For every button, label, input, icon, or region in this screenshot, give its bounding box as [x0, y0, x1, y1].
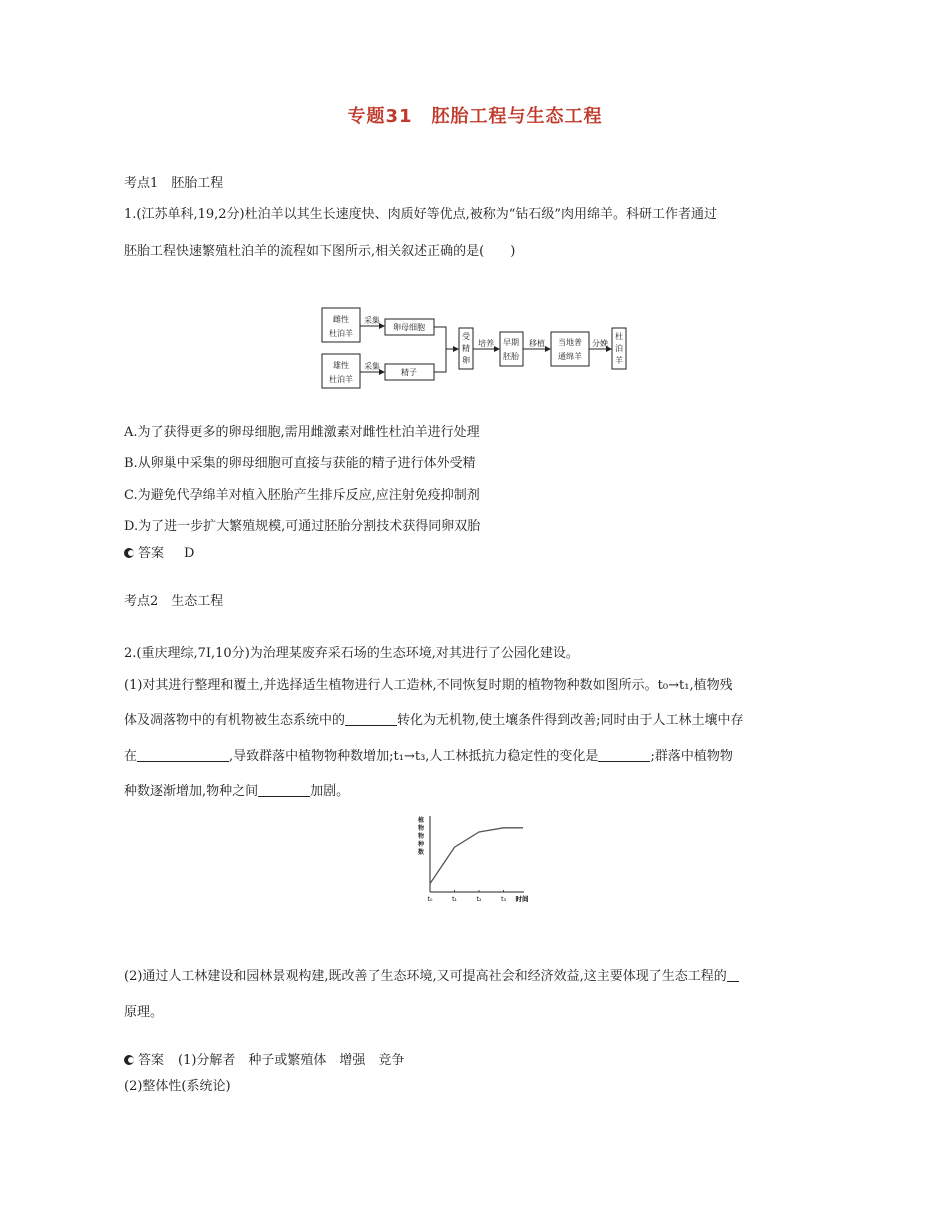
local-sheep-label-2: 通绵羊 — [558, 352, 582, 361]
text-segment: 转化为无机物,使土壤条件得到改善;同时由于人工林土壤中存 — [397, 713, 744, 728]
chart-x-label: 时间 — [515, 895, 529, 903]
chart-x-tick-label: t₁ — [452, 896, 457, 903]
collect-label-top: 采集 — [364, 316, 380, 325]
answer-1 — [124, 542, 194, 561]
answer-blank — [258, 784, 310, 797]
culture-label: 培养 — [478, 339, 494, 348]
page-title: 专题31 胚胎工程与生态工程 — [347, 106, 603, 127]
text-segment: 种数逐渐增加,物种之间 — [124, 784, 259, 799]
answer-blank — [345, 713, 397, 726]
chart-x-tick-label: t₂ — [476, 896, 482, 903]
result-label-1: 杜 — [615, 332, 623, 341]
early-embryo-label-2: 胚胎 — [503, 352, 519, 361]
question-1-stem-line-1: 1.(江苏单科,19,2分)杜泊羊以其生长速度快、肉质好等优点,被称为“钻石级”肉用绵羊。科研工作者通过 — [124, 207, 718, 222]
option-c: C.为避免代孕绵羊对植入胚胎产生排斥反应,应注射免疫抑制剂 — [124, 488, 480, 503]
option-d: D.为了进一步扩大繁殖规模,可通过胚胎分割技术获得同卵双胎 — [124, 519, 481, 534]
answer-2-value-1: (1)分解者 种子或繁殖体 增强 竞争 — [178, 1053, 405, 1068]
text-segment: 体及凋落物中的有机物被生态系统中的 — [124, 713, 346, 728]
question-2-part-1-line-4 — [124, 780, 349, 799]
question-2-part-2-line-2: 原理。 — [124, 1005, 164, 1020]
female-label-1: 雌性 — [333, 315, 349, 324]
text-segment: 在 — [124, 749, 138, 764]
chart-y-label-char: 物 — [417, 833, 425, 840]
transfer-label: 移植 — [529, 339, 545, 348]
early-embryo-label-1: 早期 — [503, 338, 519, 347]
answer-blank — [137, 749, 229, 762]
chart-y-label-char: 数 — [417, 849, 425, 856]
zygote-label-1: 受 — [462, 332, 470, 341]
option-b: B.从卵巢中采集的卵母细胞可直接与获能的精子进行体外受精 — [124, 456, 476, 471]
answer-marker-icon — [124, 548, 134, 558]
question-2-part-1-line-1: (1)对其进行整理和覆土,并选择适生植物进行人工造林,不同恢复时期的植物物种数如图所示。t₀→t₁,植物残 — [124, 678, 733, 693]
text-segment: ;群落中植物物 — [650, 749, 733, 764]
question-2-part-1-line-2 — [124, 709, 744, 728]
chart-y-label — [417, 816, 424, 856]
question-2-part-1-line-3 — [124, 745, 733, 764]
section-heading-embryo: 考点1 胚胎工程 — [124, 176, 224, 191]
answer-blank — [727, 969, 739, 982]
collect-label-bottom: 采集 — [364, 362, 380, 371]
zygote-label-2: 精 — [462, 344, 470, 353]
text-segment: ,导致群落中植物物种数增加;t₁→t₃,人工林抵抗力稳定性的变化是 — [229, 749, 599, 764]
answer-marker-icon — [124, 1055, 134, 1065]
birth-label: 分娩 — [592, 339, 608, 348]
question-2-stem: 2.(重庆理综,7Ⅰ,10分)为治理某废弃采石场的生态环境,对其进行了公园化建设。 — [124, 646, 579, 661]
sperm-label: 精子 — [401, 368, 417, 377]
chart-series-line — [430, 828, 523, 884]
chart-x-tick-label: t₃ — [501, 896, 506, 903]
female-label-2: 杜泊羊 — [329, 329, 353, 338]
text-segment: (2)通过人工林建设和园林景观构建,既改善了生态环境,又可提高社会和经济效益,这主要体现了生态工程的 — [124, 969, 727, 984]
answer-2 — [124, 1049, 404, 1068]
embryo-flow-diagram — [318, 306, 630, 390]
chart-x-tick-label: t₀ — [427, 896, 433, 903]
local-sheep-label-1: 当地普 — [558, 338, 582, 347]
answer-1-value: D — [184, 546, 195, 561]
chart-y-label-char: 种 — [417, 841, 425, 848]
chart-y-label-char: 植 — [417, 817, 425, 824]
chart-y-label-char: 物 — [417, 825, 425, 832]
option-a: A.为了获得更多的卵母细胞,需用雌激素对雌性杜泊羊进行处理 — [124, 425, 480, 440]
question-2-part-2-line-1 — [124, 965, 739, 984]
answer-1-label: 答案 — [138, 546, 165, 561]
answer-blank — [598, 749, 650, 762]
oocyte-label: 卵母细胞 — [393, 323, 425, 332]
text-segment: 加剧。 — [310, 784, 350, 799]
male-label-2: 杜泊羊 — [329, 375, 353, 384]
zygote-label-3: 卵 — [462, 356, 470, 365]
section-heading-ecology: 考点2 生态工程 — [124, 594, 224, 609]
result-label-2: 泊 — [615, 344, 623, 353]
answer-2-label: 答案 — [138, 1053, 165, 1068]
result-label-3: 羊 — [615, 356, 623, 365]
species-count-chart — [412, 808, 542, 908]
male-label-1: 雄性 — [333, 361, 349, 370]
question-1-stem-line-2: 胚胎工程快速繁殖杜泊羊的流程如下图所示,相关叙述正确的是( ) — [124, 244, 516, 259]
answer-2-value-2: (2)整体性(系统论) — [124, 1079, 231, 1094]
